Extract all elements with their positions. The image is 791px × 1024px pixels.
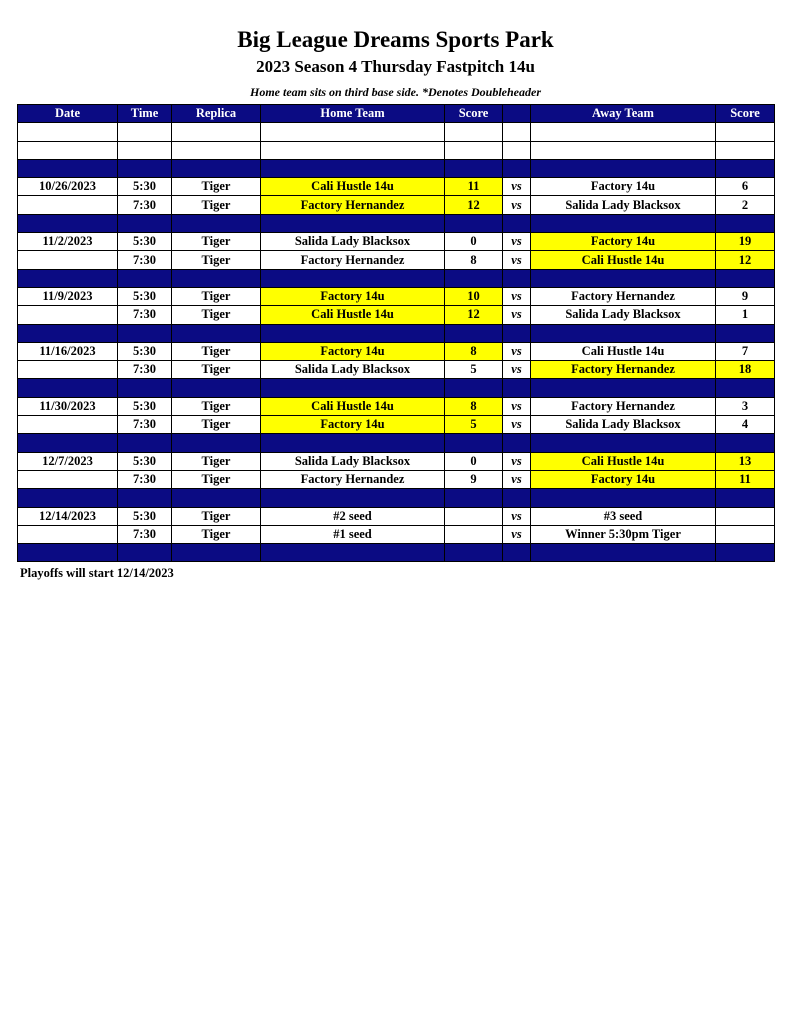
separator-row [18,214,775,232]
vs-label: vs [503,196,531,214]
separator-cell [118,324,172,342]
table-row [18,306,775,324]
game-replica: Tiger [172,233,261,251]
vs-label: vs [503,452,531,470]
away-score [716,525,775,543]
home-team: Factory Hernandez [261,196,445,214]
separator-cell [261,159,445,177]
away-score: 11 [716,470,775,488]
separator-cell [172,159,261,177]
vs-label: vs [503,416,531,434]
separator-cell [172,434,261,452]
separator-cell [531,434,716,452]
game-date: 11/2/2023 [18,233,118,251]
empty-cell [261,123,445,141]
table-row [18,287,775,305]
separator-cell [172,379,261,397]
home-team: Factory 14u [261,416,445,434]
home-score: 8 [445,251,503,269]
separator-cell [172,544,261,562]
separator-cell [716,159,775,177]
table-row [18,178,775,196]
home-team: Cali Hustle 14u [261,397,445,415]
away-score: 13 [716,452,775,470]
vs-label: vs [503,251,531,269]
separator-cell [18,159,118,177]
home-team: Factory 14u [261,287,445,305]
game-replica: Tiger [172,342,261,360]
away-team: Salida Lady Blacksox [531,416,716,434]
separator-cell [716,544,775,562]
game-time: 7:30 [118,196,172,214]
vs-label: vs [503,306,531,324]
game-time: 5:30 [118,342,172,360]
game-time: 5:30 [118,233,172,251]
separator-cell [445,489,503,507]
separator-cell [503,214,531,232]
separator-cell [445,324,503,342]
separator-cell [531,214,716,232]
empty-cell [716,123,775,141]
away-score: 2 [716,196,775,214]
page-title: Big League Dreams Sports Park [237,27,554,52]
game-date [18,306,118,324]
home-team: Factory 14u [261,342,445,360]
game-replica: Tiger [172,416,261,434]
blank-row [18,123,775,141]
home-team: Factory Hernandez [261,470,445,488]
game-replica: Tiger [172,525,261,543]
separator-cell [531,269,716,287]
separator-cell [261,489,445,507]
game-date: 12/7/2023 [18,452,118,470]
table-row [18,416,775,434]
home-team: Factory Hernandez [261,251,445,269]
home-score: 11 [445,178,503,196]
separator-cell [18,214,118,232]
separator-cell [172,324,261,342]
vs-label: vs [503,287,531,305]
vs-label: vs [503,525,531,543]
away-team: Factory 14u [531,178,716,196]
game-replica: Tiger [172,251,261,269]
playoffs-note: Playoffs will start 12/14/2023 [20,566,174,580]
home-team: #1 seed [261,525,445,543]
table-row [18,452,775,470]
home-score: 10 [445,287,503,305]
game-time: 5:30 [118,287,172,305]
away-team: Cali Hustle 14u [531,342,716,360]
separator-row [18,159,775,177]
away-score: 7 [716,342,775,360]
header-row [18,105,775,123]
home-score: 0 [445,233,503,251]
separator-cell [118,544,172,562]
separator-cell [18,324,118,342]
away-score: 19 [716,233,775,251]
separator-cell [445,379,503,397]
away-score: 12 [716,251,775,269]
separator-cell [503,544,531,562]
home-team: Salida Lady Blacksox [261,452,445,470]
separator-cell [531,379,716,397]
separator-cell [531,544,716,562]
game-time: 5:30 [118,178,172,196]
table-row [18,196,775,214]
game-date [18,525,118,543]
away-team: Factory 14u [531,470,716,488]
separator-row [18,324,775,342]
separator-cell [18,379,118,397]
home-score: 9 [445,470,503,488]
game-time: 7:30 [118,251,172,269]
table-row [18,397,775,415]
separator-cell [503,434,531,452]
separator-cell [118,489,172,507]
home-score: 5 [445,361,503,379]
game-date: 11/16/2023 [18,342,118,360]
separator-cell [18,269,118,287]
game-replica: Tiger [172,196,261,214]
away-team: Factory 14u [531,233,716,251]
away-team: Cali Hustle 14u [531,452,716,470]
game-date: 11/9/2023 [18,287,118,305]
away-team: Salida Lady Blacksox [531,306,716,324]
empty-cell [172,141,261,159]
separator-cell [118,434,172,452]
game-date [18,251,118,269]
game-date: 11/30/2023 [18,397,118,415]
separator-cell [445,214,503,232]
table-row [18,233,775,251]
game-replica: Tiger [172,306,261,324]
home-score: 12 [445,196,503,214]
vs-label: vs [503,361,531,379]
col-header-home-team: Home Team [261,105,445,123]
separator-row [18,269,775,287]
game-replica: Tiger [172,287,261,305]
away-team: Factory Hernandez [531,361,716,379]
separator-cell [503,489,531,507]
home-score [445,525,503,543]
blank-row [18,141,775,159]
away-score: 9 [716,287,775,305]
empty-cell [531,123,716,141]
empty-cell [261,141,445,159]
empty-cell [18,141,118,159]
home-team: #2 seed [261,507,445,525]
separator-cell [445,159,503,177]
empty-cell [18,123,118,141]
separator-cell [716,214,775,232]
vs-label: vs [503,342,531,360]
page-subtitle: 2023 Season 4 Thursday Fastpitch 14u [256,57,535,76]
separator-cell [118,269,172,287]
separator-cell [18,434,118,452]
separator-cell [172,214,261,232]
empty-cell [716,141,775,159]
separator-cell [18,544,118,562]
col-header-away-score: Score [716,105,775,123]
game-time: 7:30 [118,416,172,434]
table-row [18,507,775,525]
separator-cell [503,379,531,397]
separator-row [18,434,775,452]
game-date [18,361,118,379]
home-score: 0 [445,452,503,470]
empty-cell [531,141,716,159]
col-header-vs [503,105,531,123]
schedule-note: Home team sits on third base side. *Denotes Doubleheader [250,85,541,99]
separator-cell [503,269,531,287]
game-replica: Tiger [172,470,261,488]
home-team: Cali Hustle 14u [261,306,445,324]
game-replica: Tiger [172,452,261,470]
empty-cell [445,141,503,159]
away-team: Factory Hernandez [531,287,716,305]
separator-row [18,489,775,507]
game-date: 12/14/2023 [18,507,118,525]
table-row [18,342,775,360]
separator-cell [118,159,172,177]
separator-cell [445,434,503,452]
separator-cell [18,489,118,507]
game-replica: Tiger [172,397,261,415]
game-time: 7:30 [118,361,172,379]
col-header-date: Date [18,105,118,123]
separator-cell [716,379,775,397]
empty-cell [172,123,261,141]
separator-cell [172,489,261,507]
away-score: 4 [716,416,775,434]
game-replica: Tiger [172,178,261,196]
game-time: 7:30 [118,525,172,543]
empty-cell [118,141,172,159]
schedule-table [17,104,775,562]
separator-cell [503,324,531,342]
separator-cell [531,159,716,177]
table-row [18,525,775,543]
table-row [18,251,775,269]
home-team: Salida Lady Blacksox [261,233,445,251]
game-replica: Tiger [172,361,261,379]
table-row [18,470,775,488]
separator-cell [445,269,503,287]
separator-cell [716,269,775,287]
separator-cell [261,544,445,562]
separator-row [18,544,775,562]
schedule-body [18,123,775,562]
empty-cell [503,123,531,141]
separator-cell [261,434,445,452]
game-date [18,416,118,434]
col-header-away-team: Away Team [531,105,716,123]
empty-cell [118,123,172,141]
home-score: 8 [445,397,503,415]
game-time: 5:30 [118,397,172,415]
col-header-replica: Replica [172,105,261,123]
game-date: 10/26/2023 [18,178,118,196]
game-time: 7:30 [118,470,172,488]
separator-cell [716,489,775,507]
vs-label: vs [503,507,531,525]
home-score [445,507,503,525]
home-team: Cali Hustle 14u [261,178,445,196]
separator-cell [445,544,503,562]
away-score: 6 [716,178,775,196]
separator-cell [716,434,775,452]
game-time: 5:30 [118,452,172,470]
home-score: 12 [445,306,503,324]
col-header-home-score: Score [445,105,503,123]
empty-cell [503,141,531,159]
game-date [18,470,118,488]
separator-cell [531,489,716,507]
separator-cell [716,324,775,342]
separator-cell [118,214,172,232]
home-score: 5 [445,416,503,434]
separator-cell [261,269,445,287]
game-time: 5:30 [118,507,172,525]
separator-row [18,379,775,397]
away-score: 18 [716,361,775,379]
game-replica: Tiger [172,507,261,525]
separator-cell [503,159,531,177]
away-score: 1 [716,306,775,324]
vs-label: vs [503,470,531,488]
empty-cell [445,123,503,141]
home-score: 8 [445,342,503,360]
game-date [18,196,118,214]
away-team: Winner 5:30pm Tiger [531,525,716,543]
separator-cell [261,379,445,397]
separator-cell [118,379,172,397]
game-time: 7:30 [118,306,172,324]
vs-label: vs [503,178,531,196]
away-team: Factory Hernandez [531,397,716,415]
away-score [716,507,775,525]
home-team: Salida Lady Blacksox [261,361,445,379]
separator-cell [261,214,445,232]
away-team: Salida Lady Blacksox [531,196,716,214]
away-score: 3 [716,397,775,415]
table-row [18,361,775,379]
away-team: #3 seed [531,507,716,525]
col-header-time: Time [118,105,172,123]
separator-cell [531,324,716,342]
vs-label: vs [503,233,531,251]
vs-label: vs [503,397,531,415]
separator-cell [261,324,445,342]
separator-cell [172,269,261,287]
away-team: Cali Hustle 14u [531,251,716,269]
